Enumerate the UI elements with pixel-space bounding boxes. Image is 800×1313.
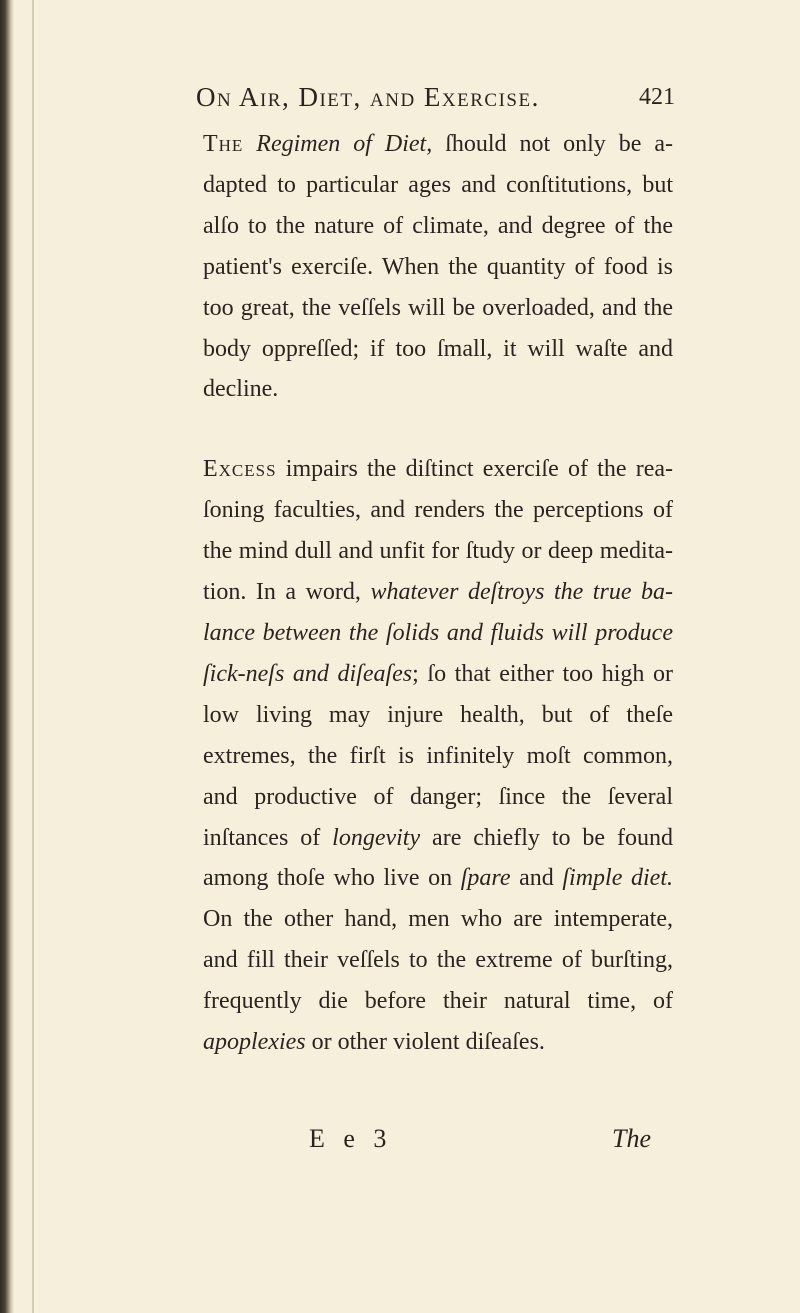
italic-phrase: ſpare [460,865,511,892]
running-head [196,82,696,122]
paragraph-lead-word: Excess [203,456,277,483]
text-segment: and [510,865,563,892]
paragraph-excess [203,449,673,1063]
italic-phrase: longevity [332,824,421,851]
italic-phrase: apoplexies [203,1029,306,1056]
text-segment: are chiefly to be found among thoſe who live on [203,824,673,892]
italic-phrase: whatever deſtroys the true ba-lance between the ſolids and fluids will produce ſick-neſs and diſeaſes [203,579,673,687]
text-segment: or other violent diſeaſes. [305,1029,545,1056]
text-segment: ; ſo that either too high or low living may injure health, but of theſe extremes, the firſt is infinitely moſt common, and productive of danger; ſince the ſeveral inſtances of [203,660,673,851]
paragraph-regimen [203,124,673,410]
text-segment: impairs the diſtinct exerciſe of the rea-ſoning faculties, and renders the perceptions of the mind dull and unfit for ſtudy or deep medita-tion. In a word, [203,456,673,606]
signature-mark: E e 3 [309,1124,393,1153]
text-segment: On the other hand, men who are intemperate, and fill their veſſels to the extreme of burſting, frequently die before their natural time, of [203,906,673,1015]
running-head-title: On Air, Diet, and Exercise. [196,82,540,112]
catchword: The [612,1124,651,1153]
page-binding-edge [0,0,14,1313]
italic-phrase: Regimen of Diet, [256,131,433,157]
page-edge-line [32,0,34,1313]
text-segment: ſhould not only be a-dapted to particular ages and conſtitutions, but alſo to the nature of climate, and degree of the patient's exerciſe. When the quantity of food is too great, the veſſels will be overloaded, and the body oppreſſed; if too ſmall, it will waſte and decline. [203,131,673,403]
paragraph-lead-word: The [203,131,244,157]
italic-phrase: ſimple diet. [562,865,673,892]
page-number: 421 [639,84,675,110]
body-text [203,124,673,1063]
text-segment [243,131,256,157]
